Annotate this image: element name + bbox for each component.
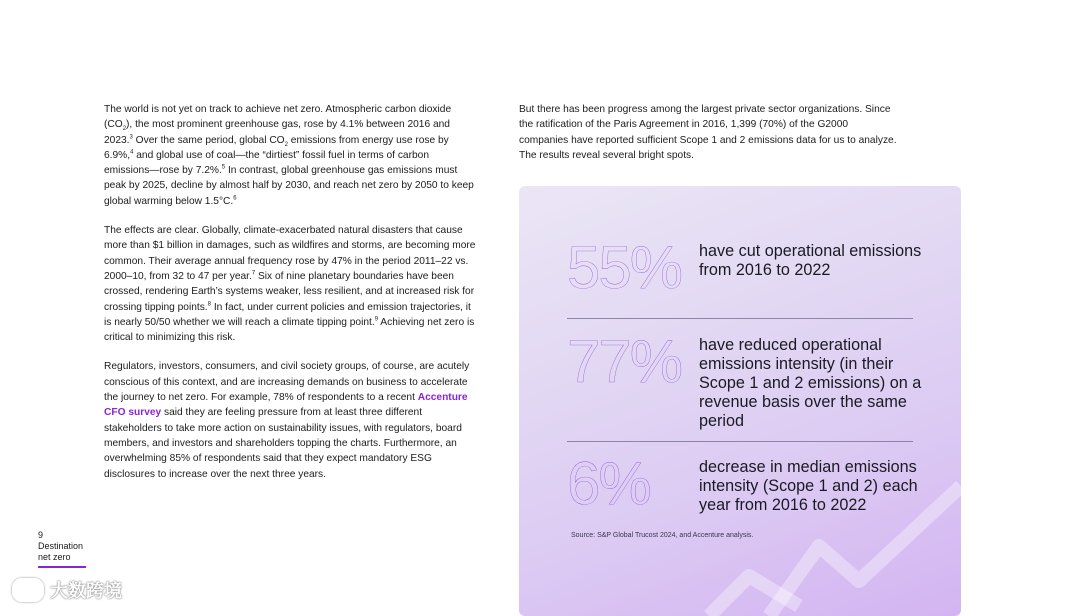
paragraph-effects: The effects are clear. Globally, climate-exacerbated natural disasters that cause more than $1 billion in damages, such as wildfires and storms, are becoming more common. Their average annual frequency rose by 47% in the period 2011–22 vs. 2000–10, from 32 to 47 per year.$^7$ Six of nine planetary boundaries have been crossed, rendering Earth’s systems weaker, less resilient, and at increased risk for crossing tipping points.$^8$ In fact, under current policies and emission trajectories, it is nearly 50/50 whether we will reach a climate tipping point.$^9$ Achieving net zero is critical to minimizing this risk. [104,225,476,344]
footer-title-line1: Destination [38,541,84,551]
paragraph-co2: The world is not yet on track to achieve net zero. Atmospheric carbon dioxide $(CO_2)$, the most prominent greenhouse gas, rose by 4.1% between 2016 and 2023.$^3$ Over the same period, global $CO_2$ emissions from energy use rose by 6.9%,$^4$ and global use of coal—the “dirtiest” fossil fuel in terms of carbon emissions—rose by 7.2%.$^5$ In contrast, global greenhouse gas emissions must peak by 2025, decline by almost half by 2030, and reach net zero by 2050 to keep global warming below 1.5°C.$^6$ [104,104,474,207]
right-text-column [519,102,899,177]
watermark-text: 大数跨境 [50,581,122,601]
stat-number: 6% [567,450,650,517]
divider [567,441,913,442]
paragraph-progress: But there has been progress among the largest private sector organizations. Since the ratification of the Paris Agreement in 2016, 1,399 (70%) of the G2000 companies have reported sufficient Scope 1 and 2 emissions data for us to analyze. The results reveal several bright spots. [519,104,897,161]
page-footer [38,530,83,563]
source-note: Source: S&P Global Trucost 2024, and Accenture analysis. [571,532,754,539]
page-number: 9 [38,530,44,540]
stat-description: have cut operational emissions from 2016 to 2022 [699,242,922,279]
stat-number: 77% [567,328,682,395]
paragraph-stakeholders: Regulators, investors, consumers, and civil society groups, of course, are acutely conscious of this context, and are increasing demands on business to accelerate the journey to net zero. For example, 78% of respondents to a recent Accenture CFO survey said they are feeling pressure from at least three different stakeholders to take more action on sustainability issues, with regulators, board members, and investors and shareholders topping the charts. Furthermore, an overwhelming 85% of respondents said that they expect mandatory ESG disclosures to increase over the next three years. [104,361,470,480]
stat-description: decrease in median emissions intensity (Scope 1 and 2) each year from 2016 to 2022 [699,458,918,514]
cfo-survey-link[interactable]: Accenture CFO survey [104,392,468,419]
footer-accent-line [38,566,86,568]
stat-description: have reduced operational emissions intensity (in their Scope 1 and 2 emissions) on a revenue basis over the same period [699,336,922,430]
divider [567,318,913,319]
stats-panel [519,186,961,616]
left-text-column [104,102,476,496]
watermark-logo-icon [12,578,44,602]
stat-number: 55% [567,234,682,301]
watermark [12,577,122,603]
footer-title-line2: net zero [38,552,71,562]
